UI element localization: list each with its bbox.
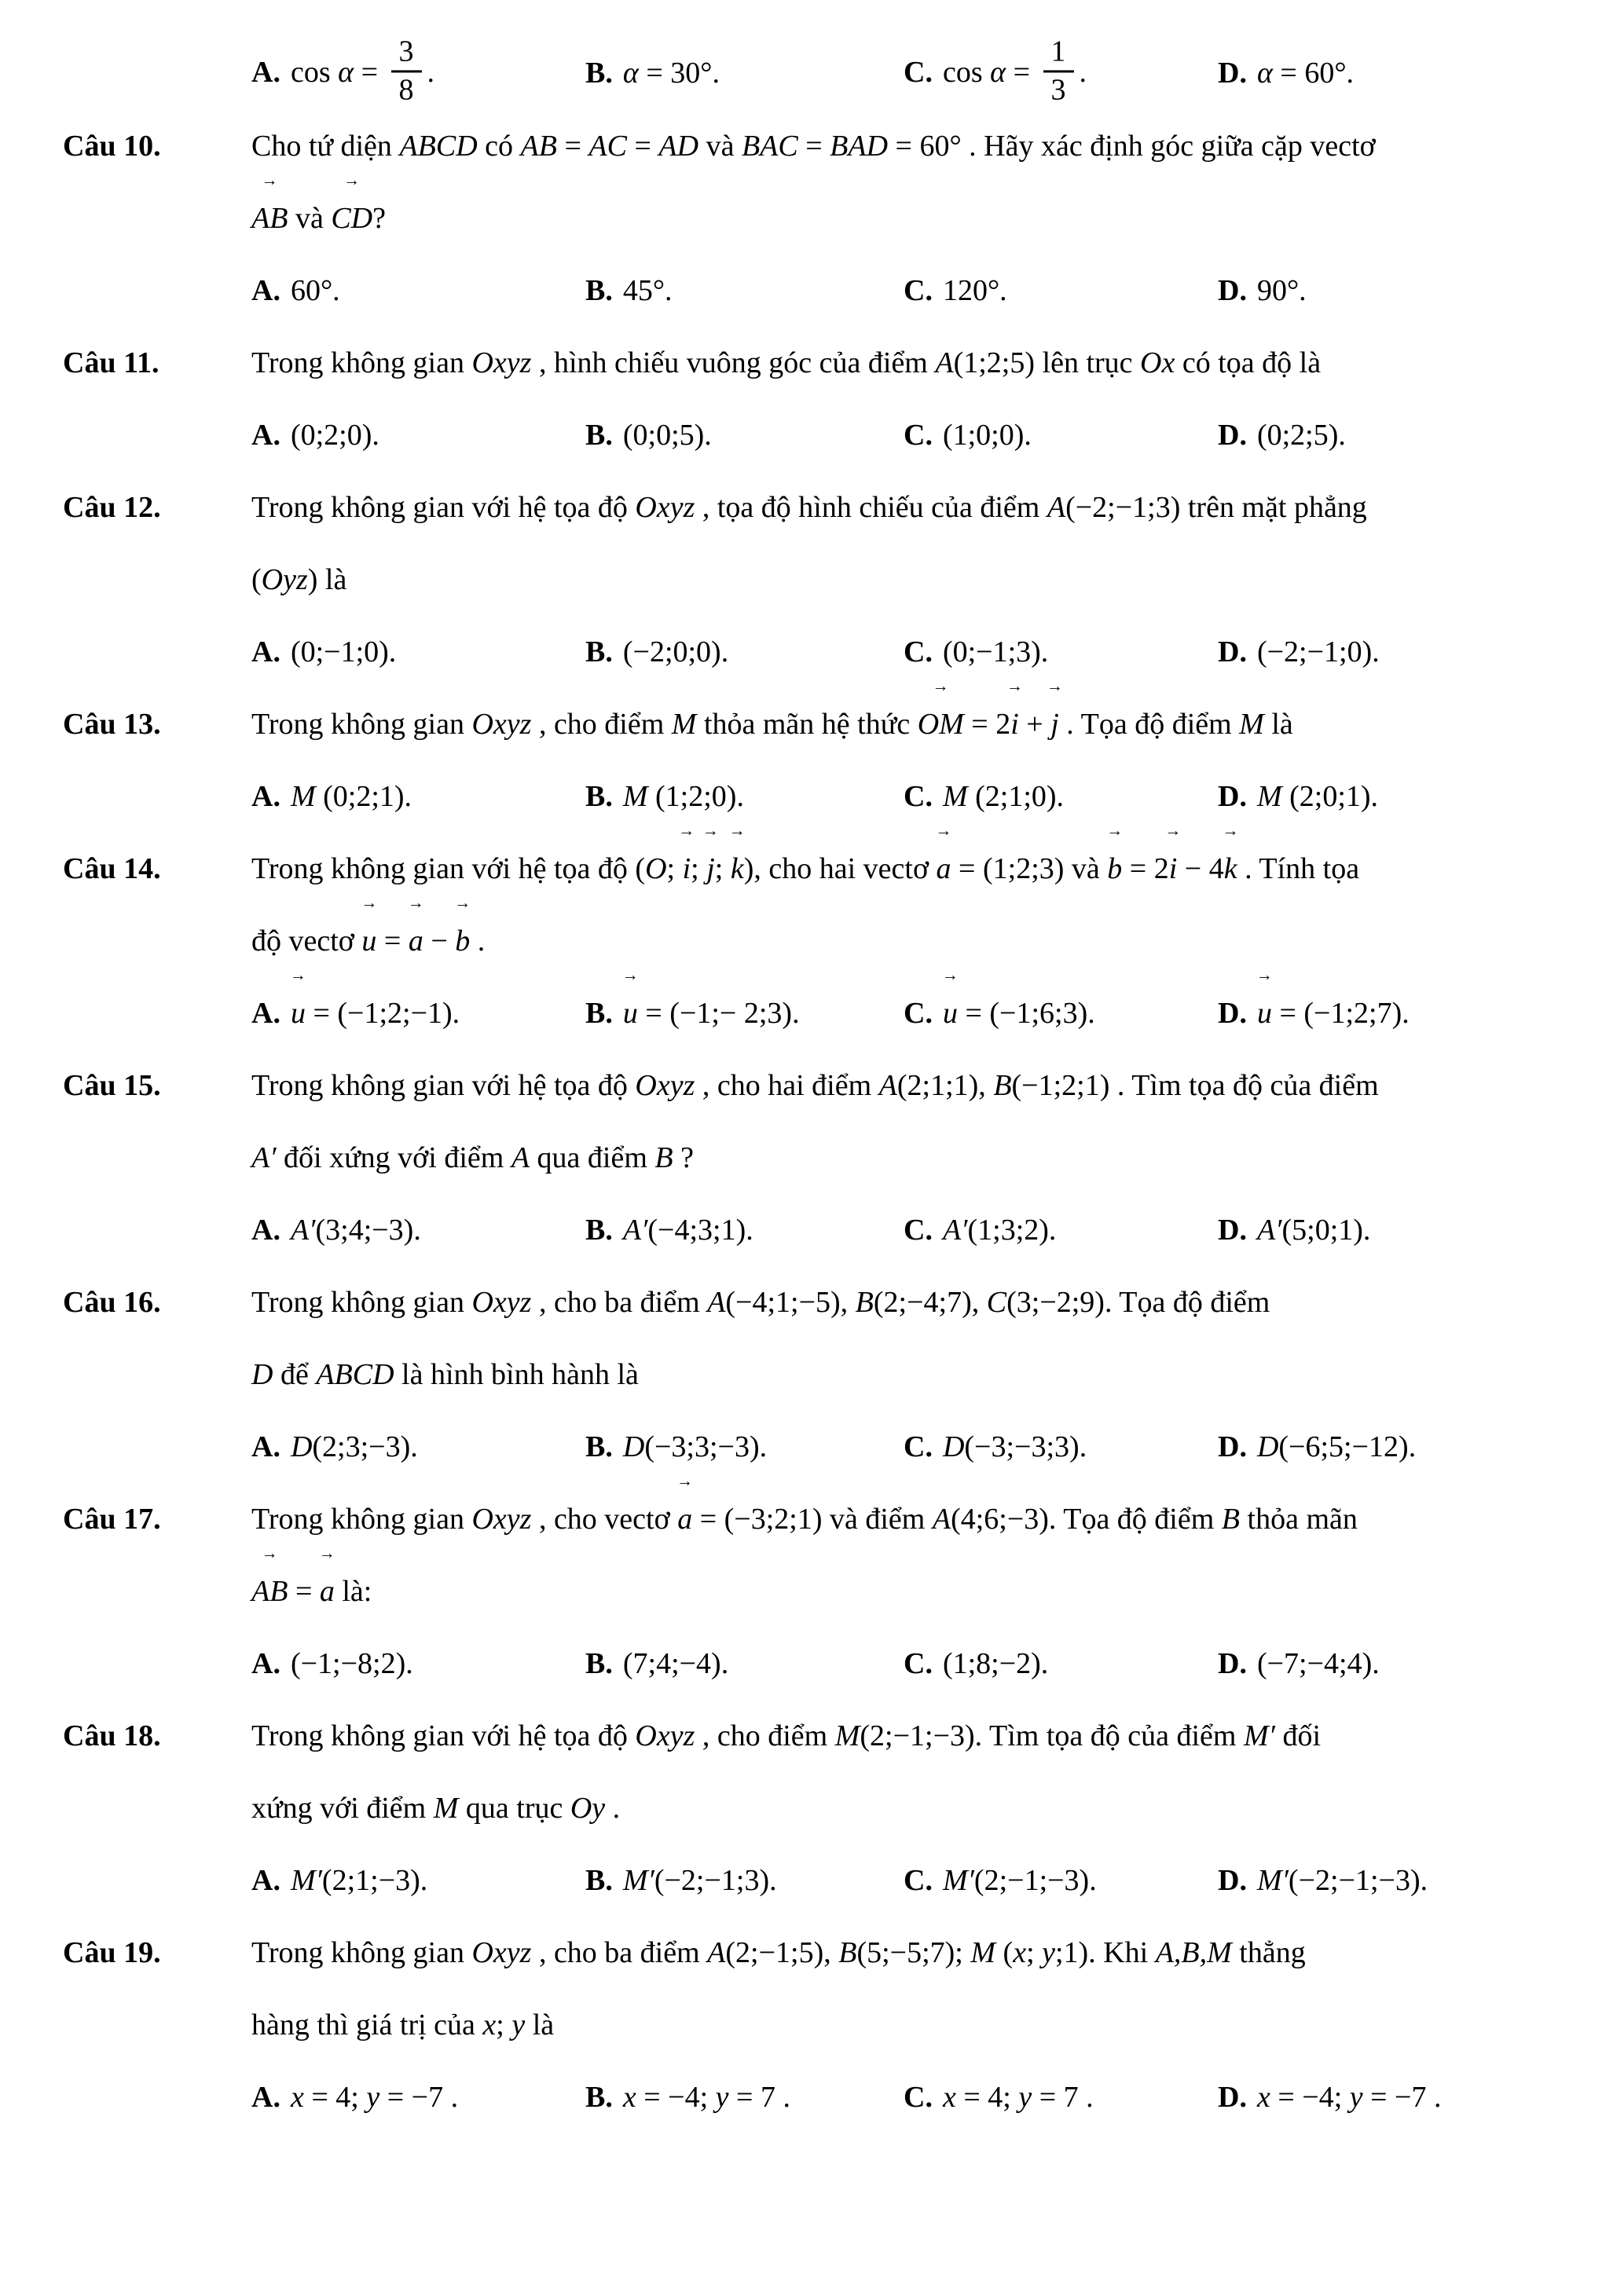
math-symbol: B <box>855 1285 874 1319</box>
option-letter: C. <box>904 56 933 89</box>
option-letter: D. <box>1218 779 1247 813</box>
math-symbol: x <box>1013 1935 1027 1969</box>
math-symbol: α <box>990 56 1006 89</box>
option-letter: A. <box>251 1863 280 1897</box>
option-C: C. x = 4; y = 7 . <box>904 2080 1094 2114</box>
option-B: B. α = 30°. <box>585 56 720 90</box>
question-14 <box>0 833 1624 1049</box>
question-text-line: Cho tứ diện ABCD có AB = AC = AD và BAC = BAD = 60° . Hãy xác định góc giữa cặp vectơ <box>251 129 1376 163</box>
math-symbol: D <box>622 1430 645 1463</box>
question-text-line: xứng với điểm M qua trục Oy . <box>251 1791 621 1825</box>
vector-symbol: CD → <box>331 182 372 255</box>
option-letter: D. <box>1218 418 1247 452</box>
option-letter: B. <box>585 1863 613 1897</box>
option-A: A. cos α = $\frac{3}{8}$ . <box>251 35 434 107</box>
question-number: Câu 11. <box>63 346 159 379</box>
option-A: A. x = 4; y = −7 . <box>251 2080 459 2114</box>
question-10 <box>0 110 1624 327</box>
option-A: A. M (0;2;1). <box>251 779 412 813</box>
math-symbol: x <box>482 2008 497 2041</box>
math-symbol: M <box>290 779 316 813</box>
option-B: B. (0;0;5). <box>585 418 712 452</box>
math-symbol: Oxyz <box>635 1068 695 1102</box>
vector-symbol: k → <box>731 833 744 905</box>
math-symbol: BAC <box>741 129 798 163</box>
option-letter: D. <box>1218 2080 1247 2114</box>
option-B: B. 45°. <box>585 273 673 307</box>
option-letter: C. <box>904 1646 933 1680</box>
vector-symbol: a → <box>409 905 423 977</box>
question-text-line: Trong không gian với hệ tọa độ Oxyz , cho hai điểm A(2;1;1), B(−1;2;1) . Tìm tọa độ của điểm <box>251 1068 1379 1102</box>
question-text-line: độ vectơ u → = a → − b → . <box>251 905 1577 977</box>
question-11 <box>0 327 1624 471</box>
option-letter: D. <box>1218 1863 1247 1897</box>
option-C: C. (1;8;−2). <box>904 1646 1049 1680</box>
vector-symbol: u → <box>361 905 376 977</box>
answer-options-row <box>251 760 1577 833</box>
question-number: Câu 12. <box>63 490 161 524</box>
vector-symbol: b → <box>455 905 470 977</box>
math-symbol: A′ <box>622 1213 648 1247</box>
math-symbol: D <box>290 1430 313 1463</box>
math-symbol: Oxyz <box>635 490 695 524</box>
option-letter: D. <box>1218 635 1247 668</box>
option-B: B. x = −4; y = 7 . <box>585 2080 790 2114</box>
option-letter: A. <box>251 2080 280 2114</box>
fraction: $\frac{3}{8}$ <box>391 36 422 106</box>
math-symbol: x <box>622 2080 636 2114</box>
answer-options-row <box>251 616 1577 688</box>
math-symbol: y <box>1042 1935 1055 1969</box>
question-number: Câu 19. <box>63 1935 161 1969</box>
math-symbol: M′ <box>290 1863 322 1897</box>
question-number: Câu 18. <box>63 1719 161 1752</box>
option-C: C. D(−3;−3;3). <box>904 1430 1087 1463</box>
option-A: A. M′(2;1;−3). <box>251 1863 428 1897</box>
math-symbol: AB <box>520 129 557 163</box>
vector-symbol: u → <box>943 977 958 1049</box>
question-text-line: (Oyz) là <box>251 562 347 596</box>
math-symbol: M <box>1239 707 1264 741</box>
math-symbol: Oxyz <box>471 1935 532 1969</box>
math-symbol: A <box>707 1285 726 1319</box>
option-B: B. (−2;0;0). <box>585 635 729 668</box>
math-symbol: y <box>511 2008 526 2041</box>
option-C: C. (1;0;0). <box>904 418 1032 452</box>
option-D: D. u → = (−1;2;7). <box>1218 977 1577 1049</box>
vector-symbol: OM → <box>918 688 964 760</box>
math-symbol: M <box>942 779 968 813</box>
option-letter: A. <box>251 996 280 1030</box>
option-D: D. α = 60°. <box>1218 56 1355 90</box>
question-text-line: A′ đối xứng với điểm A qua điểm B ? <box>251 1141 694 1174</box>
option-letter: B. <box>585 996 613 1030</box>
math-symbol: x <box>1256 2080 1270 2114</box>
option-B: B. M (1;2;0). <box>585 779 744 813</box>
math-symbol: ABCD <box>316 1357 394 1391</box>
answer-options-row <box>251 255 1577 327</box>
math-symbol: A′ <box>251 1141 277 1174</box>
math-symbol: y <box>1349 2080 1363 2114</box>
question-text-line: Trong không gian Oxyz , cho vectơ a → = (−3;2;1) và điểm A(4;6;−3). Tọa độ điểm B thỏa mãn <box>251 1483 1577 1555</box>
option-letter: A. <box>251 1213 280 1247</box>
option-letter: B. <box>585 56 613 90</box>
option-C: C. (0;−1;3). <box>904 635 1049 668</box>
answer-options-row <box>251 36 1577 110</box>
option-letter: C. <box>904 1213 933 1247</box>
option-D: D. 90°. <box>1218 273 1307 307</box>
math-symbol: O <box>645 851 667 885</box>
math-symbol: Ox <box>1140 346 1175 379</box>
option-D: D. D(−6;5;−12). <box>1218 1430 1417 1463</box>
option-letter: A. <box>251 418 280 452</box>
vector-symbol: b → <box>1107 833 1122 905</box>
math-symbol: A <box>935 346 954 379</box>
option-letter: A. <box>251 1646 280 1680</box>
math-symbol: M <box>433 1791 459 1825</box>
option-letter: A. <box>251 56 280 89</box>
option-letter: A. <box>251 273 280 307</box>
math-symbol: A <box>511 1141 530 1174</box>
question-number: Câu 10. <box>63 129 161 163</box>
math-symbol: Oxyz <box>471 346 532 379</box>
question-text-line: D để ABCD là hình bình hành là <box>251 1357 639 1391</box>
math-symbol: B <box>993 1068 1012 1102</box>
math-symbol: A <box>932 1502 951 1536</box>
vector-symbol: a → <box>320 1555 335 1628</box>
option-letter: D. <box>1218 273 1247 307</box>
math-symbol: Oxyz <box>471 1502 532 1536</box>
option-letter: D. <box>1218 1213 1247 1247</box>
math-symbol: x <box>942 2080 956 2114</box>
question-19 <box>0 1917 1624 2133</box>
math-symbol: D <box>1256 1430 1279 1463</box>
question-number: Câu 14. <box>63 851 161 885</box>
question-number: Câu 16. <box>63 1285 161 1319</box>
answer-options-row <box>251 399 1577 471</box>
vector-symbol: AB → <box>251 182 288 255</box>
vector-symbol: i → <box>1169 833 1178 905</box>
option-letter: B. <box>585 635 613 668</box>
option-D: D. A′(5;0;1). <box>1218 1213 1371 1247</box>
option-letter: C. <box>904 996 933 1030</box>
math-symbol: α <box>1256 56 1273 90</box>
answer-options-row <box>251 1411 1577 1483</box>
option-D: D. (−7;−4;4). <box>1218 1646 1380 1680</box>
math-symbol: B <box>654 1141 673 1174</box>
math-symbol: M <box>834 1719 860 1752</box>
math-symbol: α <box>338 56 354 89</box>
question-text-line: Trong không gian Oxyz , cho điểm M thỏa mãn hệ thức OM → = 2i → + j → . Tọa độ điểm M là <box>251 688 1577 760</box>
option-C: C. M (2;1;0). <box>904 779 1065 813</box>
option-B: B. M′(−2;−1;3). <box>585 1863 777 1897</box>
option-letter: A. <box>251 1430 280 1463</box>
math-symbol: D <box>251 1357 273 1391</box>
option-B: B. (7;4;−4). <box>585 1646 729 1680</box>
question-text-line: Trong không gian Oxyz , hình chiếu vuông góc của điểm A(1;2;5) lên trục Ox có tọa độ là <box>251 346 1322 379</box>
option-letter: A. <box>251 779 280 813</box>
math-symbol: A <box>878 1068 897 1102</box>
math-symbol: AD <box>658 129 699 163</box>
option-letter: C. <box>904 1863 933 1897</box>
math-symbol: A′ <box>290 1213 316 1247</box>
question-text-line: hàng thì giá trị của x; y là <box>251 2008 555 2041</box>
option-letter: B. <box>585 779 613 813</box>
answer-options-row <box>251 1844 1577 1917</box>
question-number: Câu 15. <box>63 1068 161 1102</box>
vector-symbol: k → <box>1224 833 1237 905</box>
answer-options-row <box>251 2061 1577 2133</box>
option-letter: D. <box>1218 1646 1247 1680</box>
math-symbol: A <box>1047 490 1066 524</box>
option-B: B. D(−3;3;−3). <box>585 1430 768 1463</box>
math-symbol: M <box>970 1935 996 1969</box>
question-13 <box>0 688 1624 833</box>
math-symbol: M′ <box>942 1863 974 1897</box>
math-symbol: y <box>366 2080 380 2114</box>
option-letter: B. <box>585 1646 613 1680</box>
option-A: A. A′(3;4;−3). <box>251 1213 421 1247</box>
vector-symbol: AB → <box>251 1555 288 1628</box>
option-letter: B. <box>585 418 613 452</box>
option-letter: B. <box>585 2080 613 2114</box>
question-text-line: Trong không gian với hệ tọa độ Oxyz , cho điểm M(2;−1;−3). Tìm tọa độ của điểm M′ đối <box>251 1719 1321 1752</box>
option-letter: C. <box>904 779 933 813</box>
option-C: C. A′(1;3;2). <box>904 1213 1057 1247</box>
option-letter: B. <box>585 273 613 307</box>
question-text-line: AB → = a → là: <box>251 1555 1577 1628</box>
option-A: A. (0;−1;0). <box>251 635 397 668</box>
option-A: A. (0;2;0). <box>251 418 379 452</box>
question-text-line: Trong không gian Oxyz , cho ba điểm A(2;−1;5), B(5;−5;7); M (x; y;1). Khi A,B,M thẳng <box>251 1935 1306 1969</box>
option-letter: B. <box>585 1213 613 1247</box>
question-text-line: AB → và CD →? <box>251 182 1577 255</box>
option-C: C. u → = (−1;6;3). <box>904 977 1218 1049</box>
answer-options-row <box>251 1194 1577 1266</box>
vector-symbol: j → <box>1050 688 1059 760</box>
question-16 <box>0 1266 1624 1483</box>
math-symbol: y <box>1018 2080 1032 2114</box>
math-symbol: M′ <box>622 1863 654 1897</box>
math-symbol: C <box>986 1285 1007 1319</box>
question-15 <box>0 1049 1624 1266</box>
option-A: A. 60°. <box>251 273 340 307</box>
answer-options-row <box>251 1628 1577 1700</box>
vector-symbol: j → <box>706 833 715 905</box>
math-symbol: M′ <box>1256 1863 1289 1897</box>
vector-symbol: u → <box>1257 977 1272 1049</box>
math-symbol: Oyz <box>261 562 308 596</box>
option-letter: C. <box>904 1430 933 1463</box>
option-B: B. A′(−4;3;1). <box>585 1213 753 1247</box>
math-symbol: x <box>290 2080 304 2114</box>
vector-symbol: u → <box>623 977 638 1049</box>
math-symbol: AC <box>588 129 627 163</box>
question-17 <box>0 1483 1624 1700</box>
option-letter: C. <box>904 635 933 668</box>
math-symbol: M <box>671 707 697 741</box>
option-letter: A. <box>251 635 280 668</box>
math-symbol: Oxyz <box>635 1719 695 1752</box>
math-symbol: A,B,M <box>1155 1935 1232 1969</box>
vector-symbol: u → <box>291 977 306 1049</box>
math-symbol: A′ <box>1256 1213 1282 1247</box>
option-D: D. M (2;0;1). <box>1218 779 1379 813</box>
option-D: D. (−2;−1;0). <box>1218 635 1380 668</box>
option-A: A. D(2;3;−3). <box>251 1430 418 1463</box>
question-text-line: Trong không gian với hệ tọa độ Oxyz , tọa độ hình chiếu của điểm A(−2;−1;3) trên mặt phẳng <box>251 490 1367 524</box>
math-symbol: A <box>707 1935 726 1969</box>
question-text-line: Trong không gian với hệ tọa độ (O; i →; j →; k →), cho hai vectơ a → = (1;2;3) và b → = 2i → − 4k → . Tính tọa <box>251 833 1577 905</box>
math-symbol: y <box>715 2080 729 2114</box>
math-symbol: M′ <box>1243 1719 1275 1752</box>
math-symbol: M <box>1256 779 1282 813</box>
fraction: $\frac{1}{3}$ <box>1043 36 1074 106</box>
math-symbol: D <box>942 1430 965 1463</box>
vector-symbol: a → <box>677 1483 692 1555</box>
math-symbol: BAD <box>830 129 889 163</box>
option-letter: D. <box>1218 1430 1247 1463</box>
question-number: Câu 17. <box>63 1502 161 1536</box>
answer-options-row <box>251 977 1577 1049</box>
question-text-line: Trong không gian Oxyz , cho ba điểm A(−4;1;−5), B(2;−4;7), C(3;−2;9). Tọa độ điểm <box>251 1285 1270 1319</box>
math-symbol: α <box>622 56 639 90</box>
option-letter: C. <box>904 418 933 452</box>
option-C: C. 120°. <box>904 273 1007 307</box>
option-letter: C. <box>904 273 933 307</box>
option-letter: B. <box>585 1430 613 1463</box>
math-symbol: Oxyz <box>471 1285 532 1319</box>
vector-symbol: i → <box>1010 688 1019 760</box>
option-D: D. x = −4; y = −7 . <box>1218 2080 1442 2114</box>
option-letter: D. <box>1218 56 1247 90</box>
option-B: B. u → = (−1;− 2;3). <box>585 977 904 1049</box>
math-symbol: A′ <box>942 1213 968 1247</box>
question-12 <box>0 471 1624 688</box>
math-symbol: B <box>1221 1502 1241 1536</box>
vector-symbol: i → <box>683 833 691 905</box>
option-D: D. (0;2;5). <box>1218 418 1346 452</box>
math-symbol: M <box>622 779 648 813</box>
vector-symbol: a → <box>937 833 951 905</box>
math-symbol: Oxyz <box>471 707 532 741</box>
math-symbol: Oy <box>570 1791 606 1825</box>
option-A: A. (−1;−8;2). <box>251 1646 413 1680</box>
option-C: C. cos α = $\frac{1}{3}$ . <box>904 35 1087 107</box>
option-C: C. M′(2;−1;−3). <box>904 1863 1097 1897</box>
question-number: Câu 13. <box>63 707 161 741</box>
question-18 <box>0 1700 1624 1917</box>
math-symbol: ABCD <box>399 129 478 163</box>
option-A: A. u → = (−1;2;−1). <box>251 977 585 1049</box>
option-D: D. M′(−2;−1;−3). <box>1218 1863 1428 1897</box>
answer-row-previous-question <box>0 36 1624 110</box>
math-symbol: B <box>838 1935 857 1969</box>
option-letter: C. <box>904 2080 933 2114</box>
option-letter: D. <box>1218 996 1247 1030</box>
